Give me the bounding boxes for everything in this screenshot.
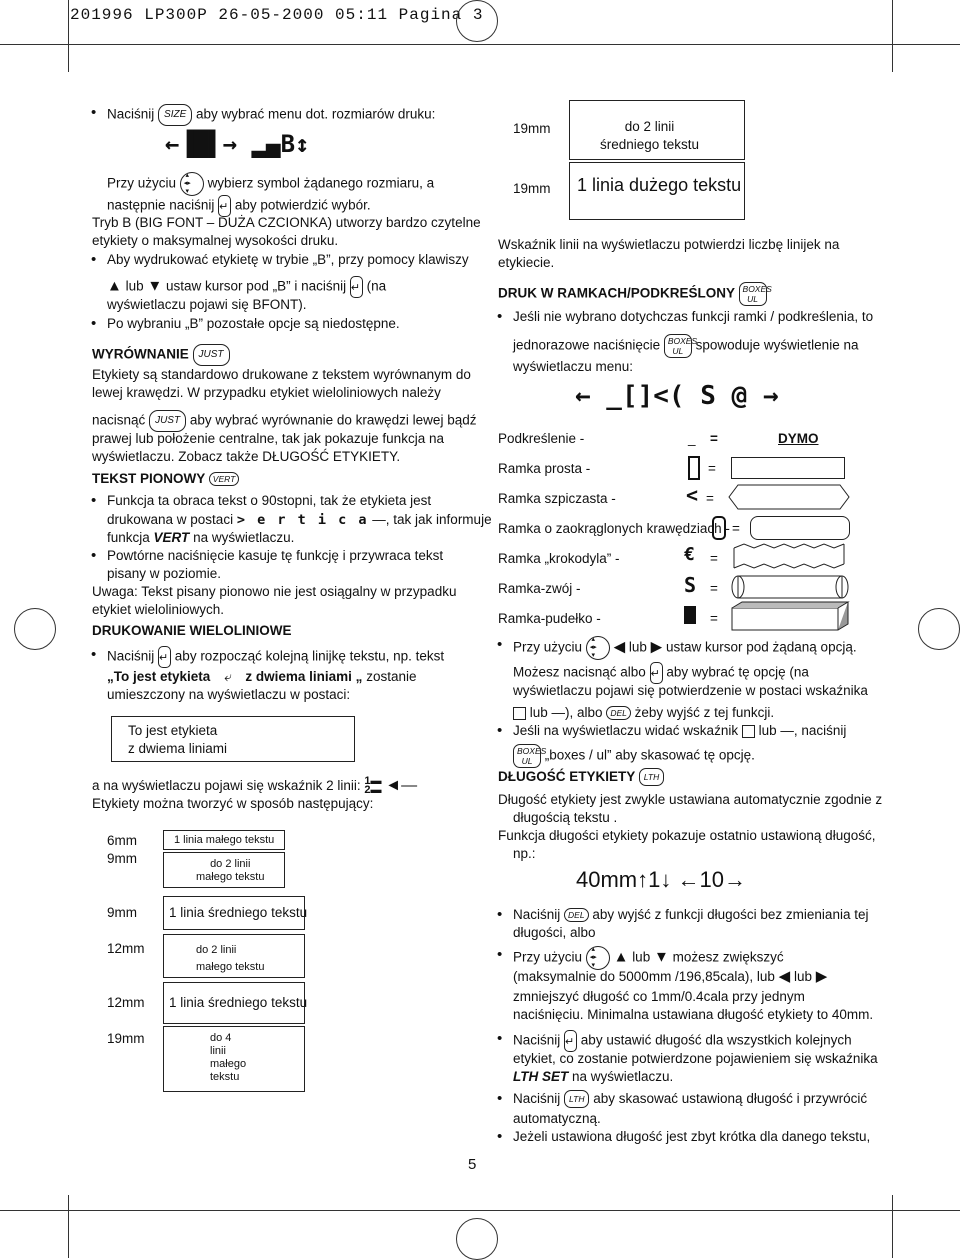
table-row-text: do 2 linii małego tekstu — [196, 858, 265, 883]
frame-label: Podkreślenie - — [498, 431, 585, 446]
select-line-1 — [107, 172, 434, 196]
crop-line-right — [892, 0, 893, 72]
left-arrow-icon: ◄— — [385, 777, 418, 794]
vert-key-icon: VERT — [209, 472, 240, 486]
crop-line-bottom — [0, 1210, 960, 1211]
crop-line-br — [892, 1195, 893, 1258]
del-key-icon: DEL — [564, 908, 589, 922]
boxes-title-text: DRUK W RAMKACH/PODKREŚLONY — [498, 285, 735, 301]
len-line-8: etykiet, co zostanie potwierdzone pojawieniem się wskaźnika — [513, 1051, 878, 1066]
k2b-pre: (maksymalnie do 5000mm /196,85cala), lub — [513, 969, 775, 984]
len-bullet-5: • Jeżeli ustawiona długość jest zbyt krótka dla danego tekstu, — [513, 1128, 870, 1146]
k2-post: możesz zwiększyć — [672, 949, 784, 965]
right-arrow-icon: ▶ — [815, 968, 828, 985]
table-row-size: 19mm — [107, 1031, 145, 1046]
b1-lub: lub — [125, 278, 144, 294]
left-arrow-icon: ◀ — [613, 638, 626, 656]
navigation-key-icon — [586, 946, 610, 970]
multi-bullet — [107, 646, 444, 668]
m1-pre: Naciśnij — [107, 648, 155, 664]
vert-line-2 — [107, 511, 492, 529]
b1-rest: ustaw kursor pod „B” i naciśnij — [166, 278, 347, 294]
align-line-5: wyświetlaczu. Zobacz także DŁUGOŚĆ ETYKIETY. — [92, 449, 401, 464]
label-line-1: To jest etykieta — [128, 723, 218, 738]
m2-a: „To jest etykieta — [107, 669, 211, 684]
frame-label: Ramka-pudełko - — [498, 611, 601, 626]
bfont-bullet-1: • Aby wydrukować etykietę w trybie „B”, przy pomocy klawiszy — [107, 251, 469, 269]
r5-post: lub —, naciśnij — [758, 723, 847, 738]
frame-eq: = — [732, 521, 740, 536]
len-line-6: naciśnięciu. Minimalna ustawiana długość etykiety to 40mm. — [513, 1007, 874, 1022]
length-title-text: DŁUGOŚĆ ETYKIETY — [498, 769, 636, 784]
scroll-frame-sample — [730, 572, 850, 602]
select2-pre: następnie naciśnij — [107, 197, 215, 213]
tbl-size-1: 19mm — [513, 121, 551, 136]
k2b-lub: lub — [793, 969, 812, 984]
k4-post: aby skasować ustawioną długość i przywrócić — [593, 1091, 868, 1106]
rounded-frame-icon — [712, 516, 726, 540]
bfont-line-2 — [107, 276, 386, 298]
k2-pre: Przy użyciu — [513, 949, 583, 965]
table-row-size: 12mm — [107, 995, 145, 1010]
length-line-3: Funkcja długości etykiety pokazuje ostatnio ustawioną długość, — [498, 828, 876, 843]
registration-mark-left — [14, 608, 56, 650]
len-bullet-3 — [513, 1030, 852, 1052]
just-key-icon: JUST — [149, 410, 186, 432]
registration-mark-right — [918, 608, 960, 650]
align-title — [92, 344, 230, 366]
boxes-lcd: ← _[]<( S @ → — [575, 381, 779, 411]
select2-post: aby potwierdzić wybór. — [234, 197, 371, 213]
vert-note-2: etykiet wieloliniowych. — [92, 602, 225, 617]
len-line-11: automatyczną. — [513, 1111, 601, 1126]
bigfont-line-1: Tryb B (BIG FONT – DUŻA CZCIONKA) utworzy bardzo czytelne — [92, 215, 481, 230]
crocodile-frame-icon: € — [684, 544, 695, 565]
frame-eq: = — [710, 431, 718, 446]
m1-post: aby rozpocząć kolejną linijkę tekstu, np. tekst — [174, 648, 445, 664]
del-key-icon: DEL — [606, 706, 631, 720]
dymo-sample: DYMO — [778, 431, 819, 446]
length-line-2: długością tekstu . — [513, 810, 618, 825]
crop-line-bl — [68, 1195, 69, 1258]
table-row-text: 1 linia średniego tekstu — [169, 995, 308, 1010]
print-header: 201996 LP300P 26-05-2000 05:11 Pagina 3 — [70, 6, 484, 24]
v1b-pre: drukowana w postaci — [107, 512, 234, 527]
v1c-bold: VERT — [153, 530, 190, 545]
bfont-bullet-2: • Po wybraniu „B” pozostałe opcje są niedostępne. — [107, 315, 400, 333]
r1-lub: lub — [628, 639, 647, 655]
boxes-title — [498, 282, 772, 306]
tbl-text-2: 1 linia dużego tekstu — [577, 175, 742, 195]
table-row-text: do 2 linii małego tekstu — [196, 944, 265, 973]
table-row-text: 1 linia średniego tekstu — [169, 905, 308, 920]
size-bullet — [107, 104, 435, 126]
table-row-size: 12mm — [107, 941, 145, 956]
len-line-4 — [513, 968, 827, 986]
label-line-2: z dwiema liniami — [128, 741, 228, 756]
table-row-text: 1 linia małego tekstu — [174, 834, 275, 846]
vert-line-3 — [107, 529, 294, 547]
frame-eq: = — [710, 611, 718, 626]
vert-title-text: TEKST PIONOWY — [92, 471, 206, 486]
right-arrow-icon: ▶ — [650, 638, 663, 656]
boxes-key-icon: BOXES UL — [664, 334, 692, 358]
table-row-text: do 4 linii małego tekstu — [210, 1032, 247, 1083]
crocodile-frame-sample — [730, 542, 850, 572]
tbl-text-1: do 2 linii średniego tekstu — [600, 119, 700, 152]
cancel-line-2 — [513, 744, 755, 768]
align3-pre: nacisnąć — [92, 412, 146, 428]
two-line-indicator-icon: 1▬ 2▬ — [364, 775, 382, 797]
r6-text: „boxes / ul” aby skasować tę opcję. — [544, 747, 755, 763]
box-frame-icon — [684, 606, 696, 624]
cursor-line-2 — [513, 662, 809, 684]
m2-c: zostanie — [366, 669, 417, 684]
size-key-icon: SIZE — [158, 104, 192, 126]
crop-line-left — [68, 0, 69, 72]
vert-lcd: > e r t i c a — [236, 512, 369, 528]
align-title-text: WYRÓWNANIE — [92, 346, 189, 362]
square-frame-sample — [731, 457, 845, 479]
v1c-pre: funkcja — [107, 530, 150, 545]
len-bullet-1 — [513, 906, 868, 924]
size-lcd: ←▐█▌→ ▂▄B↕ — [165, 130, 310, 158]
r1-post: ustaw kursor pod żądaną opcją. — [665, 639, 857, 655]
boxes-line-3: wyświetlaczu menu: — [513, 359, 634, 374]
align-line-2: lewej krawędzi. W przypadku etykiet wieloliniowych należy — [92, 385, 441, 400]
scroll-frame-icon: S — [684, 573, 697, 597]
ind-line-2: etykiecie. — [498, 255, 555, 270]
k3c-bold: LTH SET — [513, 1069, 569, 1084]
select1-post: wybierz symbol żądanego rozmiaru, a — [207, 175, 435, 191]
k3c-post: na wyświetlaczu. — [572, 1069, 674, 1084]
underscore-icon: _ — [688, 431, 696, 446]
boxes-bullet-1: • Jeśli nie wybrano dotychczas funkcji ramki / podkreślenia, to — [513, 308, 873, 326]
b1-end: (na — [366, 278, 387, 294]
k1-pre: Naciśnij — [513, 907, 561, 922]
frame-eq: = — [710, 581, 718, 596]
rounded-frame-sample — [750, 516, 850, 540]
lth-key-icon: LTH — [564, 1090, 589, 1108]
frame-indicator-icon — [742, 725, 755, 738]
bx2-pre: jednorazowe naciśnięcie — [513, 337, 661, 353]
multi-line-2 — [107, 668, 416, 686]
table-row-size: 9mm — [107, 905, 137, 920]
frame-label: Ramka-zwój - — [498, 581, 581, 596]
down-arrow-icon: ▼ — [147, 277, 163, 295]
page-number: 5 — [468, 1156, 477, 1173]
vert-bullet-2: • Powtórne naciśnięcie kasuje tę funkcję i przywraca tekst — [107, 547, 443, 565]
r4-pre: lub —), albo — [529, 705, 603, 720]
cursor-bullet — [513, 636, 857, 660]
return-key-icon — [650, 662, 663, 684]
left-arrow-icon: ◀ — [778, 968, 791, 985]
k1-post: aby wyjść z funkcji długości bez zmieniania tej — [592, 907, 869, 922]
bx2-post: spowoduje wyświetlenie na — [695, 337, 859, 353]
select1-pre: Przy użyciu — [107, 175, 177, 191]
return-arrow-icon: ⤶ — [224, 669, 232, 684]
return-key-icon — [564, 1030, 577, 1052]
len-bullet-4 — [513, 1090, 867, 1108]
frame-eq: = — [710, 551, 718, 566]
pointed-frame-sample — [728, 484, 850, 510]
len-bullet-2 — [513, 946, 784, 970]
just-key-icon: JUST — [193, 344, 230, 366]
k3-pre: Naciśnij — [513, 1032, 561, 1048]
len-line-2: długości, albo — [513, 925, 596, 940]
down-arrow-icon: ▼ — [653, 948, 669, 966]
frame-indicator-icon — [513, 707, 526, 720]
indicator-line — [92, 777, 417, 795]
navigation-key-icon — [586, 636, 610, 660]
vert-note-1: Uwaga: Tekst pisany pionowo nie jest osiągalny w przypadku — [92, 584, 457, 599]
r2-pre: Możesz nacisnąć albo — [513, 664, 646, 680]
multi-line-3: umieszczony na wyświetlaczu w postaci: — [107, 687, 351, 702]
crop-line-top — [0, 44, 960, 45]
label-box-text — [128, 722, 227, 758]
box-frame-sample — [730, 600, 852, 634]
length-line-4: np.: — [513, 846, 536, 861]
v1b-post: —, tak jak informuje — [372, 512, 492, 527]
table-row-size: 6mm — [107, 833, 137, 848]
frame-label: Ramka o zaokrąglonych krawędziach - — [498, 521, 730, 536]
vert-title — [92, 470, 239, 488]
lth-key-icon: LTH — [639, 768, 664, 786]
multi-title: DRUKOWANIE WIELOLINIOWE — [92, 623, 292, 638]
r1-pre: Przy użyciu — [513, 639, 583, 655]
size-pre: Naciśnij — [107, 106, 155, 122]
len-line-9 — [513, 1068, 673, 1086]
return-key-icon — [350, 276, 363, 298]
length-title — [498, 768, 664, 786]
up-arrow-icon: ▲ — [107, 277, 122, 295]
v1c-post: na wyświetlaczu. — [193, 530, 295, 545]
frame-eq: = — [708, 461, 716, 476]
boxes-key-icon: BOXES UL — [739, 282, 767, 306]
len-line-5: zmniejszyć długość co 1mm/0.4cala przy jednym — [513, 989, 805, 1004]
cursor-line-3: wyświetlaczu pojawi się potwierdzenie w postaci wskaźnika — [513, 683, 868, 698]
k3-post: aby ustawić długość dla wszystkich kolejnych — [580, 1032, 852, 1048]
length-line-1: Długość etykiety jest zwykle ustawiana automatycznie zgodnie z — [498, 792, 883, 807]
frame-label: Ramka „krokodyla” - — [498, 551, 620, 566]
k2-lub: lub — [632, 949, 651, 965]
return-key-icon — [158, 646, 171, 668]
bigfont-line-2: etykiety o maksymalnej wysokości druku. — [92, 233, 339, 248]
frame-label: Ramka szpiczasta - — [498, 491, 616, 506]
m2-b: z dwiema liniami „ — [245, 669, 363, 684]
align3-post: aby wybrać wyrównanie do krawędzi lewej bądź — [189, 412, 477, 428]
length-lcd: 40mm↑1↓ ←10→ — [576, 867, 746, 892]
boxes-line-2 — [513, 334, 858, 358]
r2-post: aby wybrać tę opcję (na — [666, 664, 809, 680]
registration-mark-top — [456, 0, 498, 42]
k4-pre: Naciśnij — [513, 1091, 561, 1106]
vert-bullet-1: • Funkcja ta obraca tekst o 90stopni, tak że etykieta jest — [107, 492, 431, 510]
ind-text: a na wyświetlaczu pojawi się wskaźnik 2 linii: — [92, 778, 361, 793]
bfont-line-3: wyświetlaczu pojawi się BFONT). — [107, 297, 307, 312]
frame-label: Ramka prosta - — [498, 461, 591, 476]
cursor-line-4 — [513, 704, 774, 722]
r4-post: żeby wyjść z tej funkcji. — [634, 705, 775, 720]
size-post: aby wybrać menu dot. rozmiarów druku: — [196, 106, 436, 122]
tbl-size-2: 19mm — [513, 181, 551, 196]
align-line-4: prawej lub położenie centralne, tak jak pokazuje funkcja na — [92, 431, 444, 446]
align-line-1: Etykiety są standardowo drukowane z tekstem wyrównanym do — [92, 367, 471, 382]
frame-eq: = — [706, 491, 714, 506]
ind-line-1: Wskaźnik linii na wyświetlaczu potwierdzi liczbę linijek na — [498, 237, 840, 252]
registration-mark-bottom — [456, 1218, 498, 1260]
cancel-bullet — [513, 722, 846, 740]
align-line-3 — [92, 410, 476, 432]
navigation-key-icon — [180, 172, 204, 196]
up-arrow-icon: ▲ — [613, 948, 629, 966]
square-frame-icon — [688, 456, 700, 480]
r5-pre: Jeśli na wyświetlaczu widać wskaźnik — [513, 723, 739, 738]
table-row-size: 9mm — [107, 851, 137, 866]
indicator-line-2: Etykiety można tworzyć w sposób następujący: — [92, 796, 374, 811]
boxes-key-icon: BOXES UL — [513, 744, 541, 768]
pointed-frame-icon: < — [686, 483, 699, 507]
vert-line-5: pisany w poziomie. — [107, 566, 222, 581]
